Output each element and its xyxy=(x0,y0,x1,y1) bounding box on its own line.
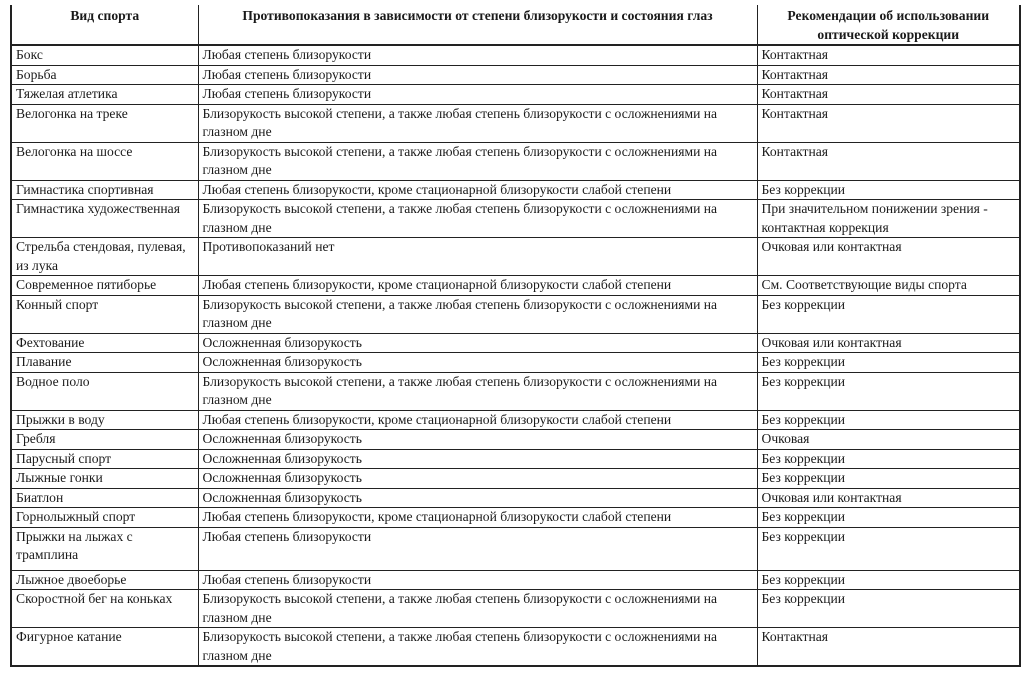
table-row xyxy=(11,430,1020,450)
table-row xyxy=(11,295,1020,333)
cell-recommendation: Без коррекции xyxy=(757,353,1020,373)
table-row xyxy=(11,200,1020,238)
table-row xyxy=(11,333,1020,353)
cell-recommendation: Без коррекции xyxy=(757,180,1020,200)
cell-contraindications: Любая степень близорукости xyxy=(198,570,757,590)
table-row xyxy=(11,353,1020,373)
cell-sport: Прыжки на лыжах с трамплина xyxy=(11,527,198,570)
cell-contraindications: Любая степень близорукости xyxy=(198,85,757,105)
cell-sport: Тяжелая атлетика xyxy=(11,85,198,105)
cell-sport: Современное пятиборье xyxy=(11,276,198,296)
cell-contraindications: Близорукость высокой степени, а также любая степень близорукости с осложнениями на глазном дне xyxy=(198,590,757,628)
cell-contraindications: Любая степень близорукости xyxy=(198,65,757,85)
cell-contraindications: Осложненная близорукость xyxy=(198,449,757,469)
cell-recommendation: Очковая или контактная xyxy=(757,238,1020,276)
table-row xyxy=(11,276,1020,296)
cell-contraindications: Противопоказаний нет xyxy=(198,238,757,276)
cell-recommendation: Без коррекции xyxy=(757,295,1020,333)
table-row xyxy=(11,142,1020,180)
cell-recommendation: См. Соответствующие виды спорта xyxy=(757,276,1020,296)
cell-recommendation: Контактная xyxy=(757,628,1020,667)
cell-sport: Горнолыжный спорт xyxy=(11,508,198,528)
cell-sport: Фигурное катание xyxy=(11,628,198,667)
table-row xyxy=(11,488,1020,508)
cell-contraindications: Осложненная близорукость xyxy=(198,353,757,373)
sports-myopia-table xyxy=(10,5,1021,667)
table-row xyxy=(11,628,1020,667)
cell-contraindications: Осложненная близорукость xyxy=(198,333,757,353)
cell-contraindications: Осложненная близорукость xyxy=(198,430,757,450)
table-row xyxy=(11,590,1020,628)
cell-recommendation: Без коррекции xyxy=(757,508,1020,528)
cell-sport: Биатлон xyxy=(11,488,198,508)
cell-sport: Лыжное двоеборье xyxy=(11,570,198,590)
cell-recommendation: Без коррекции xyxy=(757,372,1020,410)
cell-sport: Водное поло xyxy=(11,372,198,410)
cell-recommendation: Контактная xyxy=(757,45,1020,65)
header-contraindications: Противопоказания в зависимости от степени близорукости и состояния глаз xyxy=(198,5,757,45)
cell-contraindications: Близорукость высокой степени, а также любая степень близорукости с осложнениями на глазном дне xyxy=(198,372,757,410)
table-row xyxy=(11,45,1020,65)
cell-sport: Прыжки в воду xyxy=(11,410,198,430)
cell-recommendation: При значительном понижении зрения - контактная коррекция xyxy=(757,200,1020,238)
table-row xyxy=(11,104,1020,142)
table-row xyxy=(11,65,1020,85)
table-row xyxy=(11,372,1020,410)
cell-contraindications: Осложненная близорукость xyxy=(198,488,757,508)
cell-contraindications: Близорукость высокой степени, а также любая степень близорукости с осложнениями на глазном дне xyxy=(198,295,757,333)
cell-sport: Гимнастика спортивная xyxy=(11,180,198,200)
cell-contraindications: Близорукость высокой степени, а также любая степень близорукости с осложнениями на глазном дне xyxy=(198,104,757,142)
cell-contraindications: Любая степень близорукости, кроме стационарной близорукости слабой степени xyxy=(198,276,757,296)
cell-recommendation: Без коррекции xyxy=(757,570,1020,590)
cell-sport: Плавание xyxy=(11,353,198,373)
cell-recommendation: Контактная xyxy=(757,65,1020,85)
cell-recommendation: Без коррекции xyxy=(757,590,1020,628)
table-row xyxy=(11,85,1020,105)
cell-sport: Стрельба стендовая, пулевая, из лука xyxy=(11,238,198,276)
cell-contraindications: Любая степень близорукости xyxy=(198,45,757,65)
cell-sport: Бокс xyxy=(11,45,198,65)
cell-sport: Велогонка на треке xyxy=(11,104,198,142)
cell-sport: Парусный спорт xyxy=(11,449,198,469)
table-row xyxy=(11,238,1020,276)
cell-sport: Гимнастика художественная xyxy=(11,200,198,238)
table-row xyxy=(11,410,1020,430)
cell-contraindications: Близорукость высокой степени, а также любая степень близорукости с осложнениями на глазном дне xyxy=(198,142,757,180)
header-row xyxy=(11,5,1020,45)
cell-contraindications: Любая степень близорукости xyxy=(198,527,757,570)
cell-recommendation: Без коррекции xyxy=(757,469,1020,489)
cell-recommendation: Очковая или контактная xyxy=(757,488,1020,508)
cell-sport: Борьба xyxy=(11,65,198,85)
cell-sport: Гребля xyxy=(11,430,198,450)
cell-contraindications: Осложненная близорукость xyxy=(198,469,757,489)
cell-recommendation: Контактная xyxy=(757,142,1020,180)
cell-contraindications: Любая степень близорукости, кроме стационарной близорукости слабой степени xyxy=(198,410,757,430)
cell-recommendation: Без коррекции xyxy=(757,449,1020,469)
header-sport: Вид спорта xyxy=(11,5,198,45)
table-row xyxy=(11,508,1020,528)
cell-sport: Велогонка на шоссе xyxy=(11,142,198,180)
cell-contraindications: Любая степень близорукости, кроме стационарной близорукости слабой степени xyxy=(198,508,757,528)
cell-recommendation: Без коррекции xyxy=(757,410,1020,430)
cell-recommendation: Контактная xyxy=(757,85,1020,105)
cell-sport: Конный спорт xyxy=(11,295,198,333)
cell-sport: Фехтование xyxy=(11,333,198,353)
cell-recommendation: Очковая или контактная xyxy=(757,333,1020,353)
cell-sport: Скоростной бег на коньках xyxy=(11,590,198,628)
cell-contraindications: Любая степень близорукости, кроме стационарной близорукости слабой степени xyxy=(198,180,757,200)
table-row xyxy=(11,180,1020,200)
cell-recommendation: Без коррекции xyxy=(757,527,1020,570)
header-recommendations: Рекомендации об использовании оптической коррекции xyxy=(757,5,1020,45)
cell-sport: Лыжные гонки xyxy=(11,469,198,489)
table-row xyxy=(11,527,1020,570)
table-row xyxy=(11,449,1020,469)
table-row xyxy=(11,570,1020,590)
cell-recommendation: Контактная xyxy=(757,104,1020,142)
cell-recommendation: Очковая xyxy=(757,430,1020,450)
cell-contraindications: Близорукость высокой степени, а также любая степень близорукости с осложнениями на глазном дне xyxy=(198,628,757,667)
table-row xyxy=(11,469,1020,489)
cell-contraindications: Близорукость высокой степени, а также любая степень близорукости с осложнениями на глазном дне xyxy=(198,200,757,238)
